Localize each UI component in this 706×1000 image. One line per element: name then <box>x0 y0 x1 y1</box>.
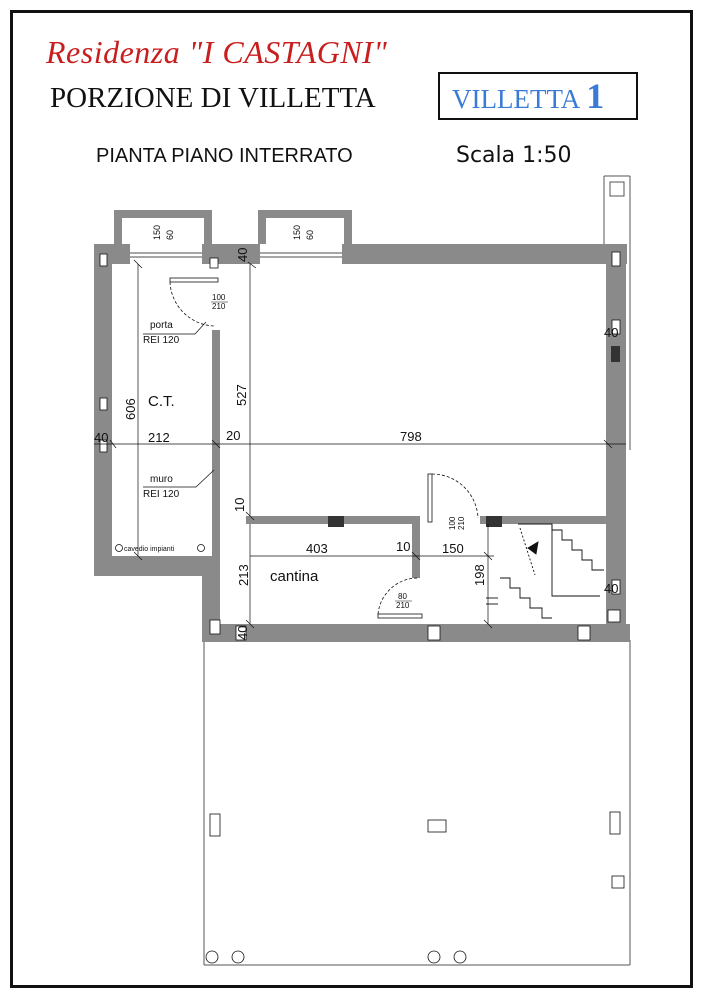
window-1-height: 60 <box>165 229 175 240</box>
light-well-left <box>114 210 212 244</box>
unit-label: VILLETTA <box>452 84 581 114</box>
door-1-width: 100 <box>212 293 226 302</box>
note-muro: muro <box>150 474 173 485</box>
dim-wall-right-top: 40 <box>604 325 619 340</box>
plan-title: PIANTA PIANO INTERRATO <box>96 145 353 167</box>
exterior-walls <box>94 244 630 642</box>
door-2-height: 210 <box>457 516 466 530</box>
dim-wall-10-b: 10 <box>396 539 411 554</box>
portion-title: PORZIONE DI VILLETTA <box>50 82 376 114</box>
dim-wall-left: 40 <box>94 430 109 445</box>
dim-wall-top: 40 <box>235 247 250 262</box>
residence-title: Residenza "I CASTAGNI" <box>46 34 388 70</box>
note-porta-rei: REI 120 <box>143 335 180 346</box>
cavedio-label: cavedio impianti <box>124 546 175 553</box>
window-1-width: 150 <box>152 224 162 240</box>
door-3-height: 210 <box>396 601 410 610</box>
dim-hall-width: 150 <box>442 541 464 556</box>
dim-hall-height: 198 <box>472 564 487 586</box>
dim-main-width: 798 <box>400 429 422 444</box>
dim-wall-10-a: 10 <box>232 497 247 512</box>
plan-scale: Scala 1:50 <box>456 143 572 168</box>
dim-ct-height: 606 <box>123 398 138 420</box>
door-1-height: 210 <box>212 302 226 311</box>
dim-wall-bottom: 40 <box>235 625 250 640</box>
pillars <box>328 346 620 527</box>
door-3-width: 80 <box>398 592 407 601</box>
window-2-height: 60 <box>305 229 315 240</box>
note-porta: porta <box>150 320 173 331</box>
room-label-cantina: cantina <box>270 568 319 585</box>
room-label-ct: C.T. <box>148 393 175 410</box>
window-2-width: 150 <box>292 224 302 240</box>
unit-number: 1 <box>586 76 605 116</box>
dim-wall-right-bottom: 40 <box>604 581 619 596</box>
door-2-width: 100 <box>448 516 457 530</box>
staircase <box>486 524 604 618</box>
dim-cantina-height: 213 <box>236 564 251 586</box>
dim-ct-width: 212 <box>148 430 170 445</box>
dim-cantina-width: 403 <box>306 541 328 556</box>
wall-openings <box>100 252 620 640</box>
dim-main-height: 527 <box>234 384 249 406</box>
dim-wall-mid: 20 <box>226 428 241 443</box>
note-muro-rei: REI 120 <box>143 489 180 500</box>
garden-features <box>206 812 624 963</box>
